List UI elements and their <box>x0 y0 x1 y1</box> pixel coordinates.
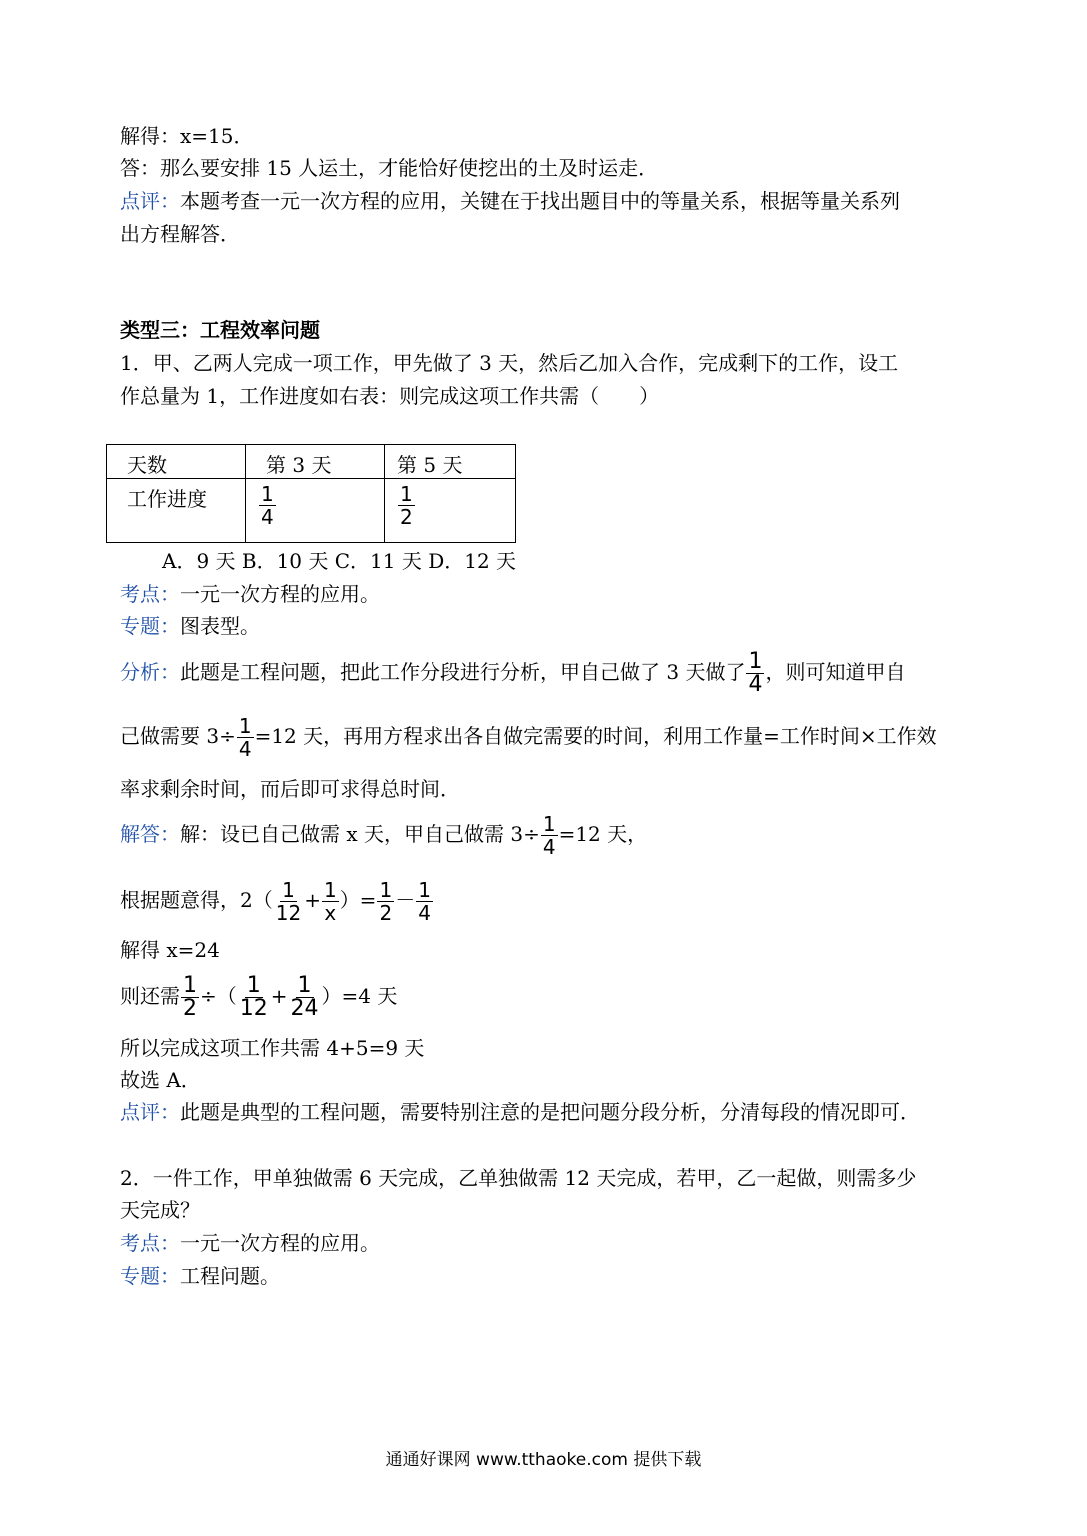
solve-line: 解得：x=15． <box>120 124 254 148</box>
plus-sign: + <box>304 888 321 912</box>
kaodian-text: 一元一次方程的应用。 <box>180 1231 380 1255</box>
q1-total: 所以完成这项工作共需 4+5=9 天 <box>120 1036 425 1060</box>
fraction-one-quarter: $\frac{1}{4}$ <box>748 649 763 697</box>
q1-analysis-line-2 <box>120 714 937 760</box>
review-label: 点评： <box>120 189 180 213</box>
kaodian-text: 一元一次方程的应用。 <box>180 582 380 606</box>
answer-line: 答：那么要安排 15 人运土，才能恰好使挖出的土及时运走． <box>120 156 659 180</box>
q1-solve: 解得 x=24 <box>120 938 220 962</box>
q2-stem-line-2: 天完成？ <box>120 1198 200 1222</box>
zhuanti-label: 专题： <box>120 1264 180 1288</box>
fraction-one-twelfth: $\frac{1}{12}$ <box>275 878 302 925</box>
q1-review <box>120 1098 920 1126</box>
fraction-one-half: $\frac{1}{2}$ <box>183 973 197 1021</box>
q1-options: A．9 天 B．10 天 C．11 天 D．12 天 <box>162 549 517 573</box>
kaodian-label: 考点： <box>120 582 180 606</box>
page-footer: 通通好课网 www.tthaoke.com 提供下载 <box>385 1450 702 1470</box>
table-header-day3: 第 3 天 <box>246 445 385 479</box>
q2-stem-line-1: 2．一件工作，甲单独做需 6 天完成，乙单独做需 12 天完成，若甲，乙一起做，则需多少 <box>120 1166 917 1190</box>
table-header-day5: 第 5 天 <box>385 445 516 479</box>
answer-text: =12 天， <box>558 822 648 846</box>
q1-analysis-line-1 <box>120 650 905 696</box>
progress-table <box>106 444 516 543</box>
q1-choose: 故选 A． <box>120 1068 201 1092</box>
review-text: 此题是典型的工程问题，需要特别注意的是把问题分段分析，分清每段的情况即可． <box>180 1100 920 1124</box>
table-header-days: 天数 <box>107 445 246 479</box>
fraction-one-quarter: $\frac{1}{4}$ <box>418 878 431 925</box>
analysis-text: ，则可知道甲自 <box>765 660 906 684</box>
section-title: 类型三：工程效率问题 <box>120 318 320 342</box>
fraction-one-over-x: $\frac{1}{x}$ <box>323 878 337 925</box>
review-line <box>120 187 900 215</box>
table-cell-day3 <box>246 479 385 543</box>
fraction-one-quarter: $\frac{1}{4}$ <box>238 714 252 761</box>
answer-text: 解：设已自己做需 x 天，甲自己做需 3÷ <box>180 822 540 846</box>
q1-stem-line-1: 1．甲、乙两人完成一项工作，甲先做了 3 天，然后乙加入合作，完成剩下的工作，设工 <box>120 351 899 375</box>
fraction-one-quarter: $\frac{1}{4}$ <box>542 812 556 859</box>
q2-zhuanti <box>120 1262 280 1290</box>
equation-text: 根据题意得，2（ <box>120 888 273 912</box>
q1-answer-line-1 <box>120 812 647 858</box>
table-cell-day5 <box>385 479 516 543</box>
fraction-one-half: $\frac{1}{2}$ <box>379 878 393 925</box>
remaining-text: ÷（ <box>200 984 237 1008</box>
analysis-text: 己做需要 3÷ <box>120 724 236 748</box>
q1-zhuanti <box>120 612 260 640</box>
analysis-label: 分析： <box>120 660 180 684</box>
fraction-one-half: $\frac{1}{2}$ <box>400 482 413 529</box>
minus-sign: － <box>395 888 416 912</box>
zhuanti-text: 工程问题。 <box>180 1264 280 1288</box>
fraction-one-quarter: $\frac{1}{4}$ <box>261 482 274 529</box>
analysis-text: =12 天，再用方程求出各自做完需要的时间，利用工作量=工作时间×工作效 <box>254 724 937 748</box>
fraction-one-twentyfourth: $\frac{1}{24}$ <box>290 973 319 1021</box>
remaining-text: 则还需 <box>120 984 180 1008</box>
review-line-2: 出方程解答． <box>120 222 240 246</box>
review-label: 点评： <box>120 1100 180 1124</box>
q1-remaining <box>120 974 397 1020</box>
zhuanti-text: 图表型。 <box>180 614 260 638</box>
analysis-text: 此题是工程问题，把此工作分段进行分析，甲自己做了 3 天做了 <box>180 660 746 684</box>
q1-analysis-line-3: 率求剩余时间，而后即可求得总时间． <box>120 777 460 801</box>
kaodian-label: 考点： <box>120 1231 180 1255</box>
q1-kaodian <box>120 580 380 608</box>
fraction-one-twelfth: $\frac{1}{12}$ <box>239 973 268 1021</box>
q1-stem-line-2: 作总量为 1，工作进度如右表：则完成这项工作共需（ ） <box>120 384 660 408</box>
q2-kaodian <box>120 1229 380 1257</box>
review-text: 本题考查一元一次方程的应用，关键在于找出题目中的等量关系，根据等量关系列 <box>180 189 900 213</box>
remaining-text: ）=4 天 <box>321 984 398 1008</box>
plus-sign: + <box>270 984 288 1008</box>
q1-equation <box>120 878 434 924</box>
table-row-label: 工作进度 <box>107 479 246 543</box>
answer-label: 解答： <box>120 822 180 846</box>
equation-text: ）= <box>339 888 377 912</box>
zhuanti-label: 专题： <box>120 614 180 638</box>
